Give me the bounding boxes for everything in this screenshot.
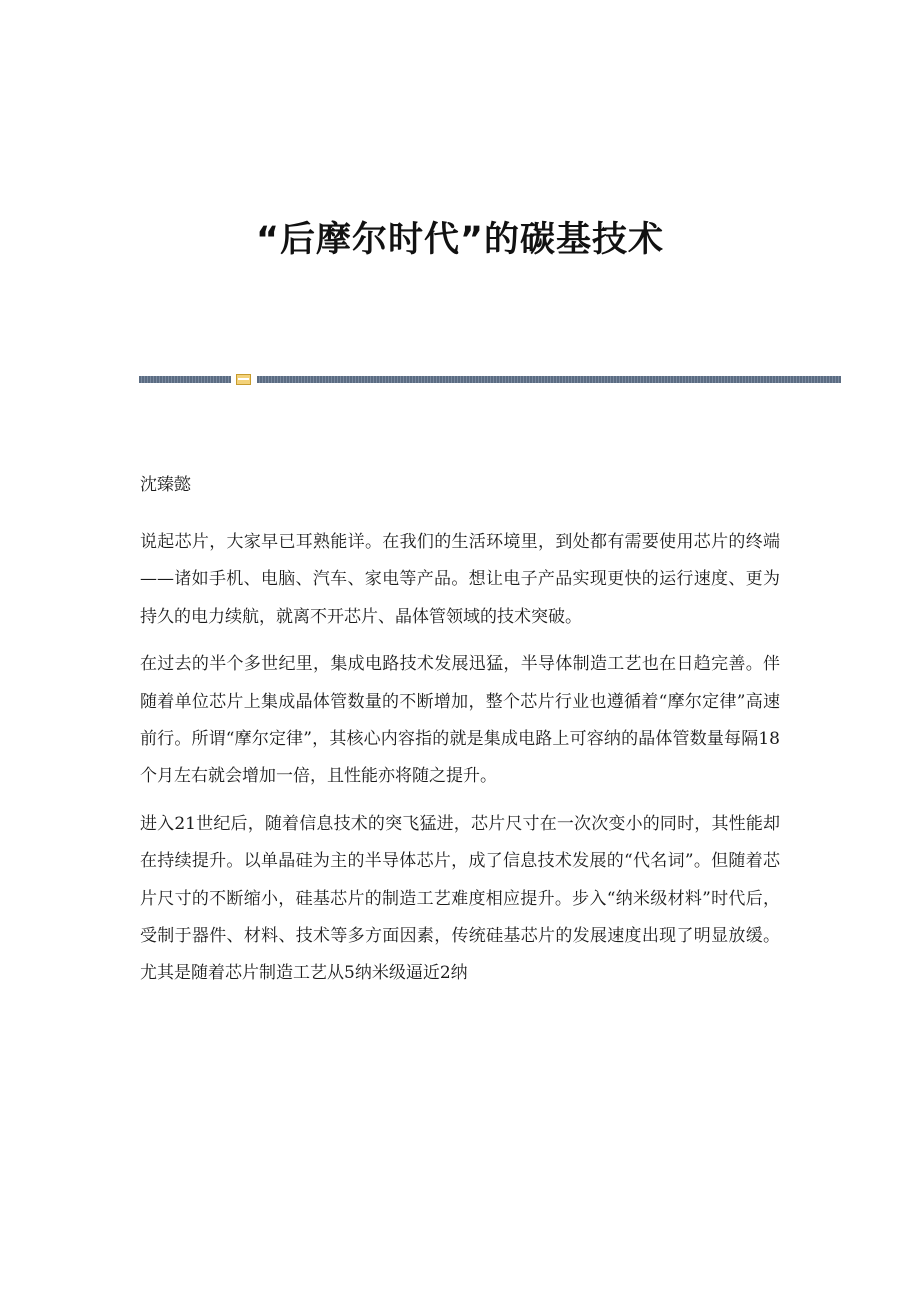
article-body (140, 524, 780, 1003)
title-divider (139, 374, 841, 384)
divider-bar-right (257, 376, 841, 383)
paragraph: 说起芯片，大家早已耳熟能详。在我们的生活环境里，到处都有需要使用芯片的终端——诸如手机、电脑、汽车、家电等产品。想让电子产品实现更快的运行速度、更为持久的电力续航，就离不开芯片、晶体管领域的技术突破。 (140, 532, 780, 627)
paragraph: 进入21世纪后，随着信息技术的突飞猛进，芯片尺寸在一次次变小的同时，其性能却在持续提升。以单晶硅为主的半导体芯片，成了信息技术发展的“代名词”。但随着芯片尺寸的不断缩小，硅基芯片的制造工艺难度相应提升。步入“纳米级材料”时代后，受制于器件、材料、技术等多方面因素，传统硅基芯片的发展速度出现了明显放缓。尤其是随着芯片制造工艺从5纳米级逼近2纳 (140, 813, 780, 984)
divider-bar-left (139, 376, 231, 383)
author-name: 沈臻懿 (140, 475, 191, 495)
paragraph: 在过去的半个多世纪里，集成电路技术发展迅猛，半导体制造工艺也在日趋完善。伴随着单位芯片上集成晶体管数量的不断增加，整个芯片行业也遵循着“摩尔定律”高速前行。所谓“摩尔定律”，其核心内容指的就是集成电路上可容纳的晶体管数量每隔18个月左右就会增加一倍，且性能亦将随之提升。 (140, 654, 780, 787)
envelope-icon (236, 374, 251, 385)
page-title: “后摩尔时代”的碳基技术 (255, 220, 664, 260)
